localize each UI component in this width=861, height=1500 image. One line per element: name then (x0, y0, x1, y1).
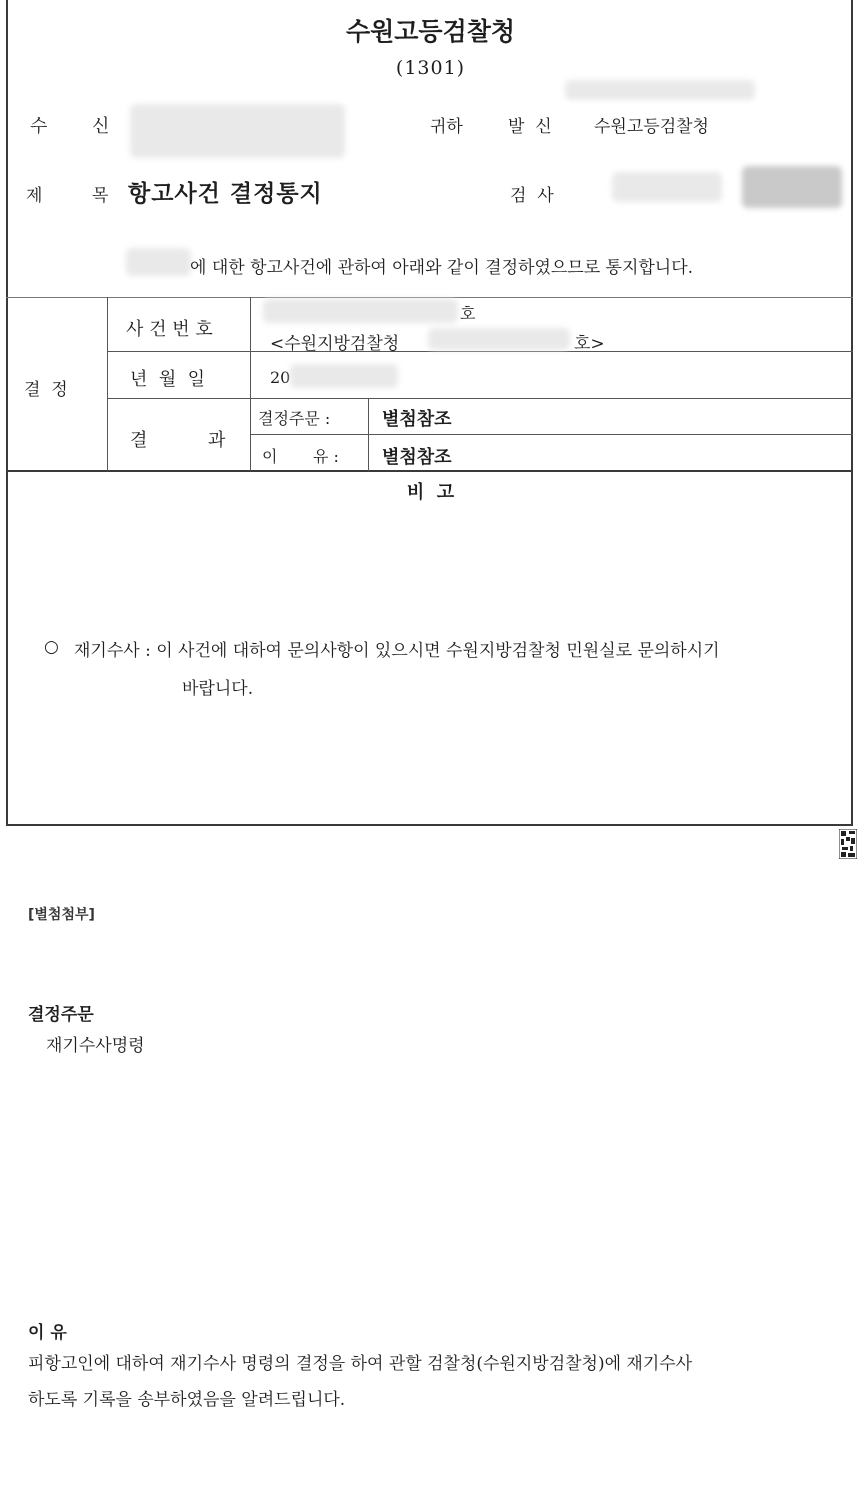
reason-label-a: 이 (262, 447, 278, 466)
intro-sentence: 에 대한 항고사건에 관하여 아래와 같이 결정하였으므로 통지합니다. (190, 258, 694, 278)
redacted-recipient-name (130, 104, 345, 158)
attachment-order-heading: 결정주문 (28, 1005, 94, 1025)
decision-date-prefix: 20 (270, 368, 291, 387)
redacted-complainant-name (126, 248, 191, 276)
attachment-reason-line-2: 하도록 기록을 송부하였음을 알려드립니다. (28, 1390, 346, 1410)
agency-title: 수원고등검찰청 (345, 17, 516, 46)
subject-label-mok: 목 (92, 186, 109, 206)
attachment-order-text: 재기수사명령 (46, 1036, 145, 1056)
decision-section-label: 결 정 (24, 380, 68, 400)
subject-label-je: 제 (26, 186, 43, 206)
attachment-label: [별첨첨부] (28, 907, 95, 923)
remarks-line-2: 바랍니다. (182, 679, 254, 699)
redacted-lower-case-number (428, 328, 570, 350)
result-label-a: 결 (130, 430, 148, 451)
subject-title: 항고사건 결정통지 (128, 181, 323, 207)
case-number-label: 사 건 번 호 (126, 319, 213, 340)
order-value: 별첨참조 (382, 409, 452, 430)
sender-name: 수원고등검찰청 (594, 117, 709, 137)
decision-date-label: 년 월 일 (130, 369, 206, 390)
remarks-bullet: ○ (44, 637, 59, 657)
agency-code: (1301) (395, 57, 466, 79)
reason-value: 별첨참조 (382, 447, 452, 468)
sender-label: 발 신 (508, 117, 552, 137)
table-divider-1 (107, 297, 108, 471)
recipient-label-su: 수 (30, 116, 48, 137)
table-row-line-1 (107, 351, 853, 352)
prosecutor-label: 검 사 (510, 186, 554, 206)
attachment-reason-heading: 이 유 (28, 1323, 67, 1343)
reason-label-b: 유 : (313, 447, 339, 466)
qr-code-icon (839, 829, 857, 859)
case-number-suffix: 호 (460, 304, 476, 323)
redacted-doc-number (565, 80, 755, 100)
lower-case-prefix: <수원지방검찰청 (270, 334, 400, 354)
table-row-line-2 (107, 398, 853, 399)
recipient-honorific: 귀하 (430, 117, 463, 137)
result-label-b: 과 (208, 430, 226, 451)
remarks-title: 비 고 (406, 482, 455, 503)
table-top-border (6, 297, 853, 298)
attachment-reason-line-1: 피항고인에 대하여 재기수사 명령의 결정을 하여 관할 검찰청(수원지방검찰청)에 재기수사 (28, 1354, 693, 1374)
table-row-line-3 (250, 434, 853, 435)
remarks-line-1: 재기수사 : 이 사건에 대하여 문의사항이 있으시면 수원지방검찰청 민원실로 문의하시기 (74, 641, 720, 661)
redacted-prosecutor-name (612, 172, 722, 202)
redacted-prosecutor-seal (742, 166, 842, 208)
recipient-label-sin: 신 (92, 116, 110, 137)
order-label: 결정주문 : (258, 409, 331, 428)
table-bottom-border (6, 470, 853, 472)
redacted-case-number (263, 299, 458, 323)
redacted-decision-date (290, 364, 398, 388)
table-divider-2 (250, 297, 251, 471)
lower-case-suffix: 호> (574, 334, 605, 354)
